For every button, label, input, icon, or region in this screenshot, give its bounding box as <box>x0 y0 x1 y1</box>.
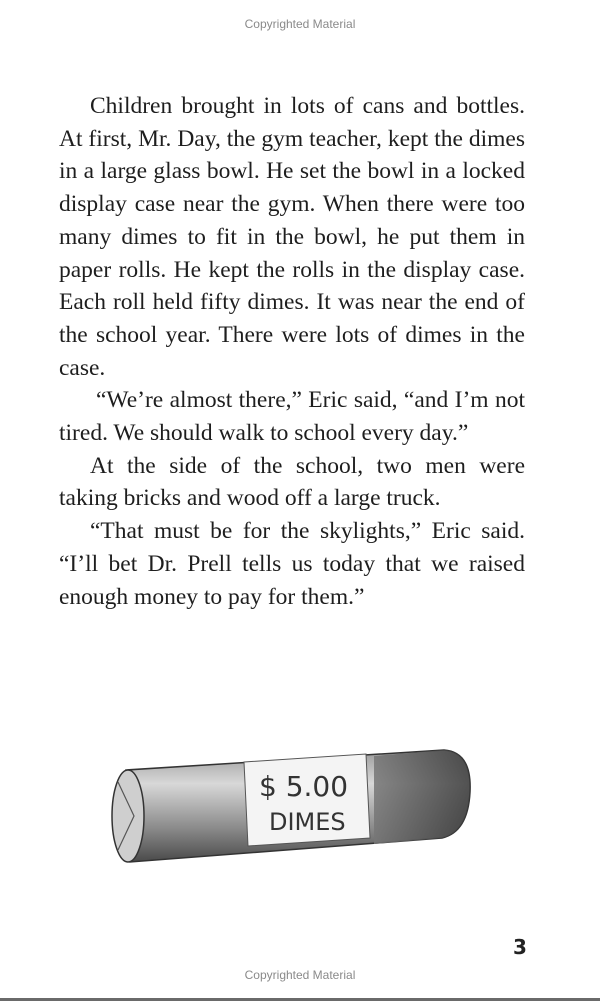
paragraph: Children brought in lots of cans and bottles. At first, Mr. Day, the gym teacher, kept the dimes in a large glass bowl. He set the bowl in a locked display case near the gym. When there were too many dimes to fit in the bowl, he put them in paper rolls. He kept the rolls in the display case. Each roll held fifty dimes. It was near the end of the school year. There were lots of dimes in the case. <box>59 93 525 381</box>
page-bottom-rule <box>0 998 600 1001</box>
svg-text:$ 5.00: $ 5.00 <box>259 770 349 803</box>
paragraph: “That must be for the skylights,” Eric said. “I’ll bet Dr. Prell tells us today that we raised enough money to pay for them.” <box>59 518 525 610</box>
body-text <box>59 90 525 613</box>
page-number: 3 <box>513 935 527 959</box>
paragraph: “We’re almost there,” Eric said, “and I’m not tired. We should walk to school every day.” <box>59 387 525 447</box>
dime-roll-icon <box>104 742 476 867</box>
paragraph: At the side of the school, two men were taking bricks and wood off a large truck. <box>59 452 525 512</box>
dime-roll-illustration <box>104 742 476 867</box>
copyright-watermark-top: Copyrighted Material <box>244 17 356 31</box>
svg-text:DIMES: DIMES <box>269 808 346 836</box>
copyright-watermark-bottom: Copyrighted Material <box>244 968 356 982</box>
